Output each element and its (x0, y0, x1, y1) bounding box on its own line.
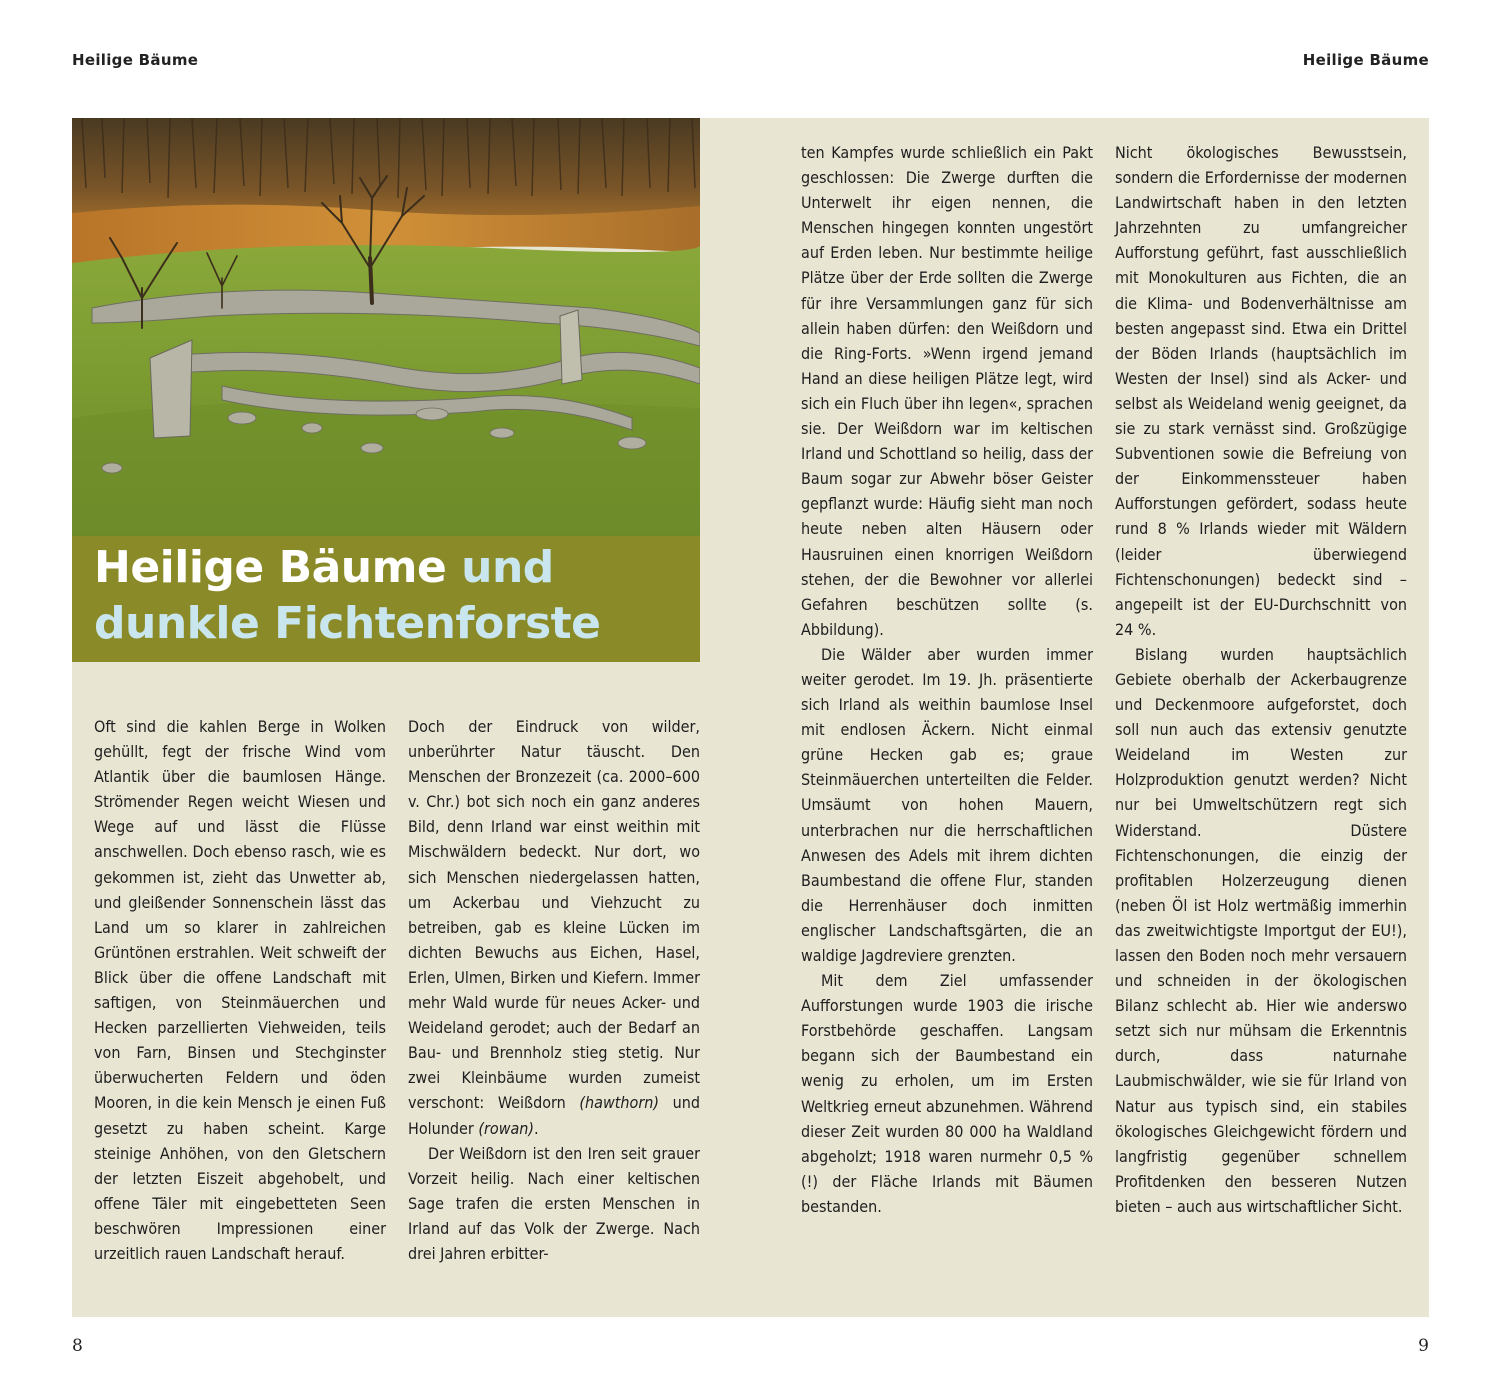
text-run: Doch der Eindruck von wilder, unberührter Natur täuscht. Den Menschen der Bronzezeit (ca. 2000–600 v. Chr.) bot sich noch ein ganz anderes Bild, denn Irland war einst weithin mit Mischwäldern bedeckt. Nur dort, wo sich Menschen niedergelassen hatten, um Ackerbau und Viehzucht zu betreiben, gab es kleine Lücken im dichten Bewuchs aus Eichen, Hasel, Erlen, Ulmen, Birken und Kiefern. Immer mehr Wald wurde für neues Acker- und Weideland gerodet; auch der Bedarf an Bau- und Brennholz stieg stetig. Nur zwei Kleinbäume wurden zumeist verschont: Weißdorn (408, 717, 700, 1113)
paragraph (408, 714, 700, 1141)
text-column-1 (94, 714, 386, 1266)
paragraph: Die Wälder aber wurden immer weiter gerodet. Im 19. Jh. präsentierte sich Irland als weithin baumlose Insel mit endlosen Äckern. Nicht einmal grüne Hecken gab es; graue Steinmäuerchen unterteilten die Felder. Umsäumt von hohen Mauern, unterbrachen nur die herrschaftlichen Anwesen des Adels mit ihrem dichten Baumbestand die offene Flur, standen die Herrenhäuser doch inmitten englischer Landschaftsgärten, die an waldige Jagdreviere grenzten. (801, 644, 1093, 965)
paragraph: Nicht ökologisches Bewusstsein, sondern die Erfordernisse der modernen Landwirtschaft haben in den letzten Jahrzehnten zu umfangreicher Aufforstung geführt, fast ausschließlich mit Monokulturen aus Fichten, die an die Klima- und Bodenverhältnisse am besten angepasst sind. Etwa ein Drittel der Böden Irlands (hauptsächlich im Westen der Insel) sind als Acker- und selbst als Weideland wenig geeignet, da sie zu stark vernässt sind. Großzügige Subventionen sowie die Befreiung von der Einkommenssteuer haben Aufforstungen gefördert, sodass heute rund 8 % Irlands wieder mit Wäldern (leider überwiegend Fichtenschonungen) bedeckt sind – angepeilt ist der EU-Durchschnitt von 24 %. (1115, 143, 1407, 639)
landscape-photo-icon (72, 118, 700, 536)
paragraph: ten Kampfes wurde schließlich ein Pakt geschlossen: Die Zwerge durften die Unterwelt ihr eigen nennen, die Menschen hingegen konnten ungestört auf Erden leben. Nur bestimmte heilige Plätze über der Erde sollten die Zwerge für ihre Versammlungen ganz für sich allein haben dürfen: den Weißdorn und die Ring-Forts. »Wenn irgend jemand Hand an diese heiligen Plätze legt, wird sich ein Fluch über ihn legen«, sprachen sie. Der Weißdorn war im keltischen Irland und Schottland so heilig, dass der Baum sogar zur Abwehr böser Geister gepflanzt wurde: Häufig sieht man noch heute neben alten Häusern oder Hausruinen einen knorrigen Weißdorn stehen, der die Bewohner vor allerlei Gefahren beschützen sollte (s. Abbildung). (801, 143, 1093, 639)
text-column-4 (1115, 140, 1407, 1219)
text-run: und Holunder (408, 1093, 700, 1138)
text-column-2 (408, 714, 700, 1266)
title-part-blue-2: dunkle Fichtenforste (94, 598, 601, 649)
paragraph: Oft sind die kahlen Berge in Wolken gehüllt, fegt der frische Wind vom Atlantik über die baumlosen Hänge. Strömender Regen weicht Wiesen und Wege auf und lässt die Flüsse anschwellen. Doch ebenso rasch, wie es gekommen ist, zieht das Unwetter ab, und gleißender Sonnenschein lässt das Land um so klarer in zahlreichen Grüntönen erstrahlen. Weit schweift der Blick über die offene Landschaft mit saftigen, von Steinmäuerchen und Hecken parzellierten Viehweiden, teils von Farn, Binsen und Stechginster überwucherten Feldern und öden Mooren, in die kein Mensch je einen Fuß gesetzt zu haben scheint. Karge steinige Anhöhen, von den Gletschern der letzten Eiszeit abgehobelt, und offene Täler mit eingebetteten Seen beschwören Impressionen einer urzeitlich rauen Landschaft herauf. (94, 717, 386, 1263)
title-part-white: Heilige Bäume (94, 542, 462, 593)
title-part-blue-1: und (461, 542, 554, 593)
italic-term: (hawthorn) (579, 1093, 659, 1113)
paragraph: Bislang wurden hauptsächlich Gebiete oberhalb der Ackerbaugrenze und Deckenmoore aufgeforstet, doch soll nun auch das extensiv genutzte Weideland im Westen zur Holzproduktion genutzt werden? Nicht nur bei Umweltschützern regt sich Widerstand. Düstere Fichtenschonungen, die einzig der profitablen Holzerzeugung dienen (neben Öl ist Holz wertmäßig immerhin das zweitwichtigste Importgut der EU!), lassen den Boden noch mehr versauern und schneiden in der ökologischen Bilanz schlecht ab. Hier wie anderswo setzt sich nur mühsam die Erkenntnis durch, dass naturnahe Laubmischwälder, wie sie für Irland von Natur aus typisch sind, ein stabiles ökologisches Gleichgewicht fördern und langfristig gegenüber schnellem Profitdenken den besseren Nutzen bieten – auch aus wirtschaftlicher Sicht. (1115, 644, 1407, 1216)
chapter-title (94, 536, 694, 652)
running-head-left: Heilige Bäume (72, 51, 199, 69)
text-run: . (534, 1118, 539, 1138)
running-head-right: Heilige Bäume (1302, 51, 1429, 69)
paragraph: Der Weißdorn ist den Iren seit grauer Vorzeit heilig. Nach einer keltischen Sage trafen die ersten Menschen in Irland auf das Volk der Zwerge. Nach drei Jahren erbitter- (408, 1143, 700, 1263)
text-column-3 (801, 140, 1093, 1219)
paragraph: Mit dem Ziel umfassender Aufforstungen wurde 1903 die irische Forstbehörde geschaffen. Langsam begann sich der Baumbestand ein wenig zu erholen, um im Ersten Weltkrieg erneut abzunehmen. Während dieser Zeit wurden 80 000 ha Waldland abgeholzt; 1918 waren nurmehr 0,5 % (!) der Fläche Irlands mit Bäumen bestanden. (801, 971, 1093, 1216)
page-number-left: 8 (72, 1336, 83, 1356)
italic-term: (rowan) (478, 1118, 535, 1138)
page-number-right: 9 (1418, 1336, 1429, 1356)
